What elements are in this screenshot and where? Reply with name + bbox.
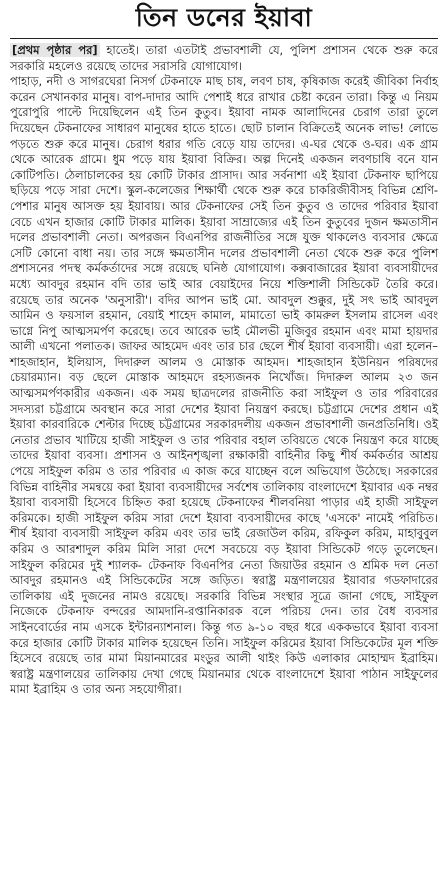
- article-body: [10, 43, 438, 698]
- headline-bar: [10, 0, 438, 39]
- continued-from-front-page-tag: [প্রথম পৃষ্ঠার পর]: [12, 43, 98, 57]
- article-paragraph-1: [10, 43, 438, 74]
- paragraph-text: হাতেই। তারা এতটাই প্রভাবশালী যে, পুলিশ প্রশাসন থেকে শুরু করে সরকারি মহলেও রয়েছে তাদের সরাসরি যোগাযোগ।: [10, 43, 438, 73]
- headline: তিন ডনের ইয়াবা: [135, 2, 313, 32]
- article-paragraph-2: পাহাড়, নদী ও সাগরঘেরা নিসর্গ টেকনাফে মাছ চাষ, লবণ চাষ, কৃষিকাজ করেই জীবিকা নির্বাহ করেন সেখানকার মানুষ। বাপ-দাদার আদি পেশাই ধরে রাখার চেষ্টা করেন তারা। কিন্তু এ নিয়ম পুরোপুরি পাল্টে দিয়েছিলেন এই তিন কুতুব। ইয়াবা নামক আলাদিনের চেরাগ তারা তুলে দিয়েছেন টেকনাফের সাধারণ মানুষের হাতে হাতে। ছোট চালান বিক্রিতেই অনেক লাভ! লোভে পড়তে শুরু করে মানুষ। চেরাগ ধরার গতি বেড়ে যায় তাদের। এ-ঘর থেকে ও-ঘর। এক গ্রাম থেকে আরেক গ্রামে। ধুম পড়ে যায় ইয়াবা বিক্রির। অল্প দিনেই একজন লবণচাষি বনে যান কোটিপতি। ঠেলাচালকের হয় কোটি টাকার প্রাসাদ। আর সর্বনাশা এই ইয়াবা টেকনাফ ছাপিয়ে ছড়িয়ে পড়ে সারা দেশে। স্কুল-কলেজের শিক্ষার্থী থেকে শুরু করে চাকরিজীবীসহ বিভিন্ন শ্রেণি-পেশার মানুষ আসক্ত হয় ইয়াবায়। আর টেকনাফের সেই তিন কুতুব ও তাদের পরিবার ইয়াবা বেচে এখন হাজার কোটি টাকার মালিক। ইয়াবা সাম্রাজ্যের এই তিন কুতুবের দুজন ক্ষমতাসীন দলের প্রভাবশালী নেতা। অপরজন বিএনপির রাজনীতির সঙ্গে যুক্ত থাকলেও ব্যবসার ক্ষেত্রে সেটি কোনো বাধা নয়। তার সঙ্গে ক্ষমতাসীন দলের প্রভাবশালী নেতা থেকে শুরু করে পুলিশ প্রশাসনের পদস্থ কর্মকর্তাদের সঙ্গে রয়েছে ঘনিষ্ঠ যোগাযোগ। কক্সবাজারের ইয়াবা ব্যবসায়ীদের মধ্যে আবদুর রহমান বদি তার ভাই আর বেয়াইদের নিয়ে শক্তিশালী সিন্ডিকেট তৈরি করে। রয়েছে তার অনেক 'অনুসারী'। বদির আপন ভাই মো. আবদুল শুক্কুর, দুই সৎ ভাই আবদুল আমিন ও ফয়সাল রহমান, বেয়াই শাহেদ কামাল, মামাতো ভাই কামরুল ইসলাম রাসেল এবং ভাগ্নে নিপু আত্মসমর্পণ করেছে। তবে আরেক ভাই মৌলভী মুজিবুর রহমান এবং মামা হায়দার আলী এখনো পলাতক। জাফর আহমেদ এবং তার চার ছেলে শীর্ষ ইয়াবা ব্যবসায়ী। এরা হলেন– শাহজাহান, ইলিয়াস, দিদারুল আলম ও মোস্তাক আহমদ। শাহজাহান ইউনিয়ন পরিষদের চেয়ারম্যান। বড় ছেলে মোস্তাক আহমদে রহস্যজনক নিখোঁজ। দিদারুল আলম ২৩ জন আত্মসমর্পণকারীর একজন। এক সময় ছাত্রদলের রাজনীতি করা সাইফুল ও তার পরিবারের সদস্যরা চট্টগ্রামে অবস্থান করে সারা দেশের ইয়াবা নিয়ন্ত্রণ করছে। চট্টগ্রামে দেশের প্রধান এই ইয়াবা কারবারিকে শেল্টার দিচ্ছে চট্টগ্রামের সরকারদলীয় একজন প্রভাবশালী জনপ্রতিনিধি। ওই নেতার প্রভাব খাটিয়ে হাজী সাইফুল ও তার পরিবার বহাল তবিয়তে থেকে নিয়ন্ত্রণ করে যাচ্ছে তাদের ইয়াবা ব্যবসা। প্রশাসন ও আইনশৃঙ্খলা রক্ষাকারী বাহিনীর কিছু শীর্ষ কর্মকর্তার আশ্রয় পেয়ে সাইফুল করিম ও তার পরিবার এ কাজ করে যাচ্ছেন বলে অভিযোগ উঠেছে। সরকারের বিভিন্ন বাহিনীর সমন্বয়ে করা ইয়াবা ব্যবসায়ীদের সর্বশেষ তালিকায় বাংলাদেশে ইয়াবার এক নম্বর ইয়াবা ব্যবসায়ী হিসেবে চিহ্নিত করা হয়েছে টেকনাফের শীলবনিয়া পাড়ার এই হাজী সাইফুল করিমকে। হাজী সাইফুল করিম সারা দেশে ইয়াবা ব্যবসায়ীদের কাছে 'এসকে' নামেই পরিচিত। শীর্ষ ইয়াবা ব্যবসায়ী সাইফুল করিম এবং তার ভাই রেজাউল করিম, রফিকুল করিম, মাহাবুবুল করিম ও আরশাদুল করিম মিলি সারা দেশে সবচেয়ে বড় ইয়াবা সিন্ডিকেট গড়ে তুলেছেন। সাইফুল করিমের দুই শ্যালক- টেকনাফ বিএনপির নেতা জিয়াউর রহমান ও শ্রমিক দল নেতা আবদুর রহমানও এই সিন্ডিকেটের সঙ্গে জড়িত। স্বরাষ্ট্র মন্ত্রণালয়ের ইয়াবার গডফাদারের তালিকায় এই দুজনের নামও রয়েছে। সরকারি বিভিন্ন সংস্থার সূত্রে জানা গেছে, সাইফুল নিজেকে টেকনাফ বন্দরের আমদানি-রপ্তানিকারক বলে পরিচয় দেন। তার বৈধ ব্যবসার সাইনবোর্ডের নাম এসকে ইন্টারন্যাশনাল। কিন্তু গত ৯-১০ বছর ধরে এককভাবে ইয়াবা ব্যবসা করে হাজার কোটি টাকার মালিক হয়েছেন তিনি। সাইফুল করিমের ইয়াবা সিন্ডিকেটের মূল শক্তি হিসেবে রয়েছে তার মামা মিয়ানমারের মংডুর আলী থাইং কিউ এলাকার মোহাম্মদ ইব্রাহিম। স্বরাষ্ট্র মন্ত্রণালয়ের তালিকায় দেখা গেছে মিয়ানমার থেকে বাংলাদেশে ইয়াবা পাঠান সাইফুলের মামা ইব্রাহিম ও তার অন্য সহযোগীরা।: [10, 74, 438, 697]
